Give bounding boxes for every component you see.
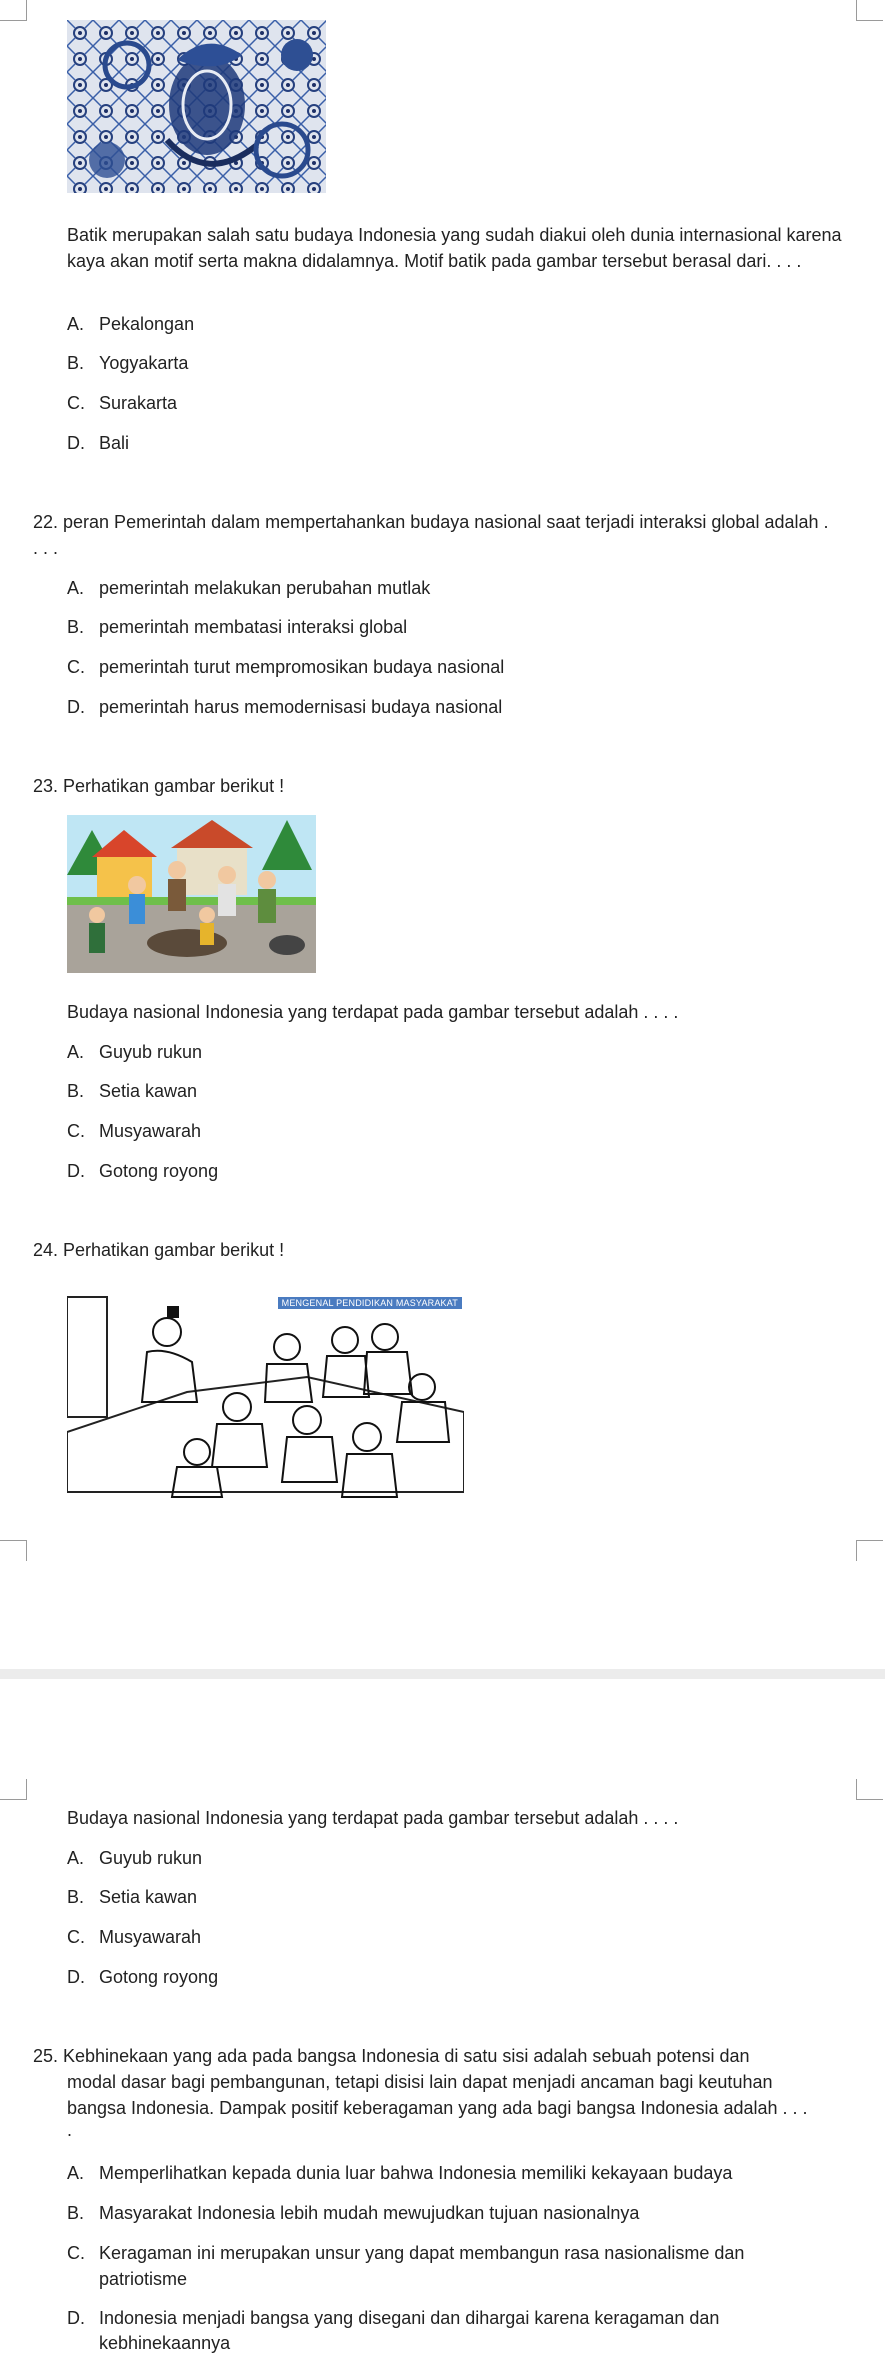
q25-option-b[interactable] (67, 2200, 639, 2226)
q25-stem-line-4: . (67, 2120, 73, 2140)
page-corner-bottom-right (856, 1540, 883, 1561)
option-letter: A. (67, 1848, 85, 1868)
q23-title: 23. Perhatikan gambar berikut ! (33, 776, 285, 796)
q25-option-d[interactable] (67, 2305, 719, 2331)
option-letter: B. (67, 2203, 85, 2223)
option-letter: B. (67, 617, 85, 637)
q21-option-c[interactable] (67, 390, 177, 416)
q21-option-b[interactable] (67, 350, 188, 376)
q25-option-d-line-2: kebhinekaannya (99, 2333, 231, 2353)
page-gap (0, 1669, 885, 1679)
gotong-royong-image (67, 815, 316, 973)
option-text: pemerintah turut mempromosikan budaya nasional (99, 657, 505, 677)
q25-stem-line-3: bangsa Indonesia. Dampak positif keberagaman yang ada bagi bangsa Indonesia adalah . . . (67, 2098, 808, 2118)
option-text: Musyawarah (99, 1121, 202, 1141)
option-letter: D. (67, 697, 85, 717)
option-text: Indonesia menjadi bangsa yang disegani dan dihargai karena keragaman dan (99, 2308, 720, 2328)
option-text: Gotong royong (99, 1967, 219, 1987)
q22-option-b[interactable] (67, 614, 407, 640)
page-corner-bottom-left (0, 1540, 27, 1561)
image-caption: MENGENAL PENDIDIKAN MASYARAKAT (278, 1297, 462, 1309)
q24-stem: Budaya nasional Indonesia yang terdapat pada gambar tersebut adalah . . . . (67, 1808, 679, 1828)
option-text: Pekalongan (99, 314, 195, 334)
option-letter: C. (67, 1121, 85, 1141)
option-text: Bali (99, 433, 130, 453)
option-text: Memperlihatkan kepada dunia luar bahwa Indonesia memiliki kekayaan budaya (99, 2163, 733, 2183)
q25-stem-line-2: modal dasar bagi pembangunan, tetapi disisi lain dapat menjadi ancaman bagi keutuhan (67, 2072, 773, 2092)
q22-option-d[interactable] (67, 694, 502, 720)
option-text: Gotong royong (99, 1161, 219, 1181)
musyawarah-image (67, 1292, 464, 1502)
batik-image (67, 20, 326, 193)
option-letter: D. (67, 1967, 85, 1987)
q21-stem: Batik merupakan salah satu budaya Indonesia yang sudah diakui oleh dunia internasional karena kaya akan motif serta makna didalamnya. Motif batik pada gambar tersebut berasal dari. . . . (67, 225, 842, 271)
q25-option-c[interactable] (67, 2240, 744, 2266)
q25-option-c-line-2: patriotisme (99, 2269, 188, 2289)
q24-title: 24. Perhatikan gambar berikut ! (33, 1240, 285, 1260)
q23-stem: Budaya nasional Indonesia yang terdapat pada gambar tersebut adalah . . . . (67, 1002, 679, 1022)
q24-option-c[interactable] (67, 1924, 201, 1950)
q23-option-a[interactable] (67, 1039, 202, 1065)
option-letter: A. (67, 2163, 85, 2183)
option-letter: D. (67, 2308, 85, 2328)
q23-option-d[interactable] (67, 1158, 218, 1184)
option-text: Surakarta (99, 393, 178, 413)
option-letter: A. (67, 578, 85, 598)
option-letter: A. (67, 1042, 85, 1062)
option-text: Setia kawan (99, 1081, 198, 1101)
option-letter: B. (67, 1887, 85, 1907)
q24-option-b[interactable] (67, 1884, 197, 1910)
option-text: Setia kawan (99, 1887, 198, 1907)
q23-option-b[interactable] (67, 1078, 197, 1104)
option-text: Guyub rukun (99, 1848, 203, 1868)
page-corner-top-left (0, 0, 27, 21)
option-letter: B. (67, 1081, 85, 1101)
q22-option-c[interactable] (67, 654, 504, 680)
option-letter: C. (67, 1927, 85, 1947)
page-corner-top-right (856, 0, 883, 21)
option-text: Keragaman ini merupakan unsur yang dapat membangun rasa nasionalisme dan (99, 2243, 745, 2263)
option-letter: C. (67, 393, 85, 413)
option-text: Masyarakat Indonesia lebih mudah mewujudkan tujuan nasionalnya (99, 2203, 640, 2223)
page-corner-top-left-2 (0, 1779, 27, 1800)
option-text: pemerintah melakukan perubahan mutlak (99, 578, 431, 598)
q25-stem-line-1: 25. Kebhinekaan yang ada pada bangsa Indonesia di satu sisi adalah sebuah potensi dan (33, 2046, 750, 2066)
option-letter: C. (67, 2243, 85, 2263)
option-text: Musyawarah (99, 1927, 202, 1947)
q25-option-a[interactable] (67, 2160, 732, 2186)
option-text: pemerintah harus memodernisasi budaya nasional (99, 697, 503, 717)
option-text: Guyub rukun (99, 1042, 203, 1062)
q22-stem: 22. peran Pemerintah dalam mempertahankan budaya nasional saat terjadi interaksi global adalah . . . . (33, 512, 829, 558)
option-text: Yogyakarta (99, 353, 189, 373)
q22-option-a[interactable] (67, 575, 430, 601)
q21-option-a[interactable] (67, 311, 194, 337)
q23-option-c[interactable] (67, 1118, 201, 1144)
option-text: pemerintah membatasi interaksi global (99, 617, 408, 637)
q24-option-d[interactable] (67, 1964, 218, 1990)
option-letter: C. (67, 657, 85, 677)
page-corner-top-right-2 (856, 1779, 883, 1800)
option-letter: B. (67, 353, 85, 373)
option-letter: D. (67, 433, 85, 453)
option-letter: D. (67, 1161, 85, 1181)
q24-option-a[interactable] (67, 1845, 202, 1871)
q21-option-d[interactable] (67, 430, 129, 456)
option-letter: A. (67, 314, 85, 334)
